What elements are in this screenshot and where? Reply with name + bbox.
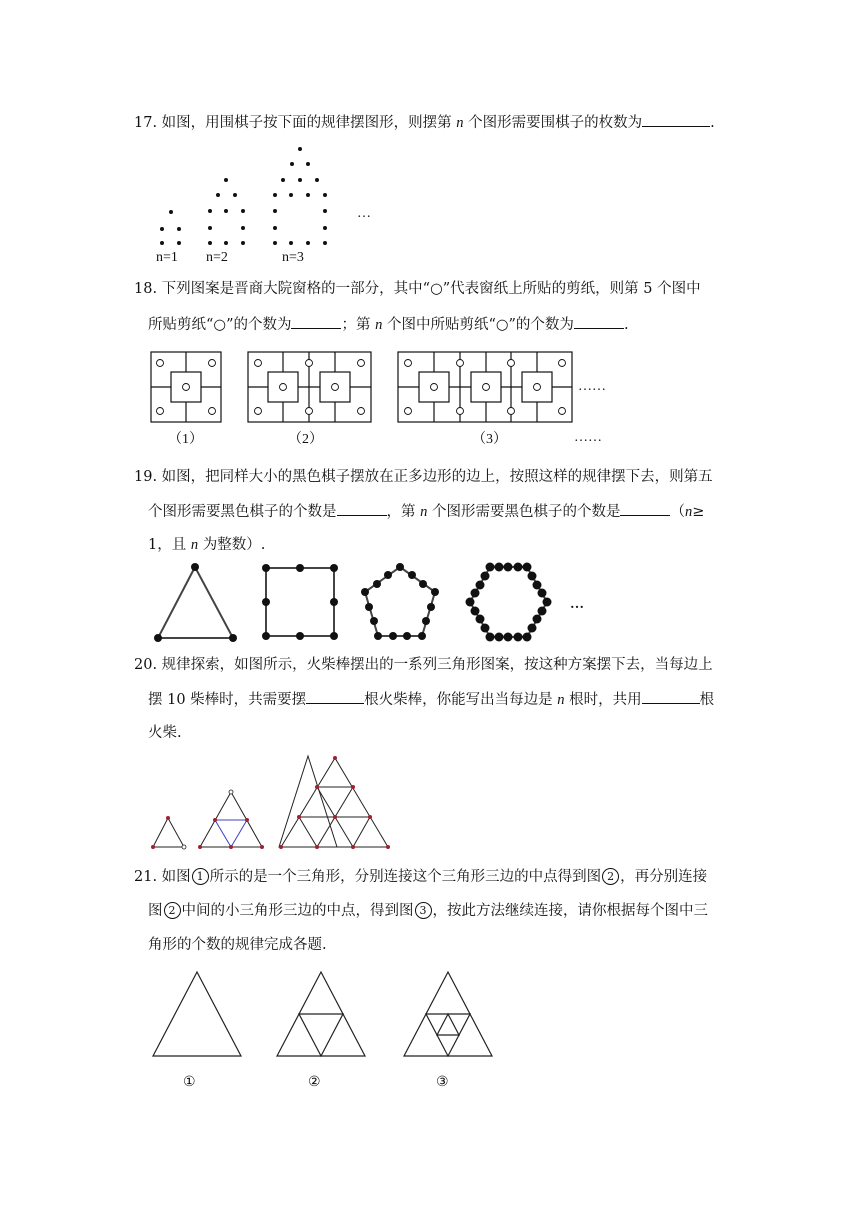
var-n: n: [375, 317, 383, 333]
q19-line-1: 19. 如图，把同样大小的黑色棋子摆放在正多边形的边上，按照这样的规律摆下去，则第五: [134, 469, 713, 485]
q19-figure: [150, 560, 610, 650]
q18-number: 18.: [134, 281, 158, 297]
q19-pentagon: [361, 563, 439, 640]
q20-matchstick-triangles: [153, 756, 388, 847]
circled-number-2: 2: [164, 902, 181, 919]
q19-hexagon: [466, 563, 552, 642]
q19-line-2: 个图形需要黑色棋子的个数是 ，第 n 个图形需要黑色棋子的个数是 （n≥: [148, 501, 704, 522]
q17-label-1: n=1: [156, 250, 178, 265]
q18-line-2: 所贴剪纸“○”的个数为 ；第 n 个图中所贴剪纸“○”的个数为 .: [148, 314, 629, 335]
circled-number-3: 3: [415, 902, 432, 919]
q21-triangle-3: [404, 972, 492, 1056]
q18-text-1: 下列图案是晋商大院窗格的一部分，其中“○”代表窗纸上所贴的剪纸，则第 5 个图中: [161, 281, 701, 297]
q17-number: 17.: [134, 115, 158, 131]
answer-blank[interactable]: [642, 689, 700, 704]
q19-ellipsis: …: [570, 597, 584, 612]
q17-dots-pattern-3: [273, 147, 327, 245]
q21-line-3: 角形的个数的规律完成各题.: [148, 937, 327, 953]
q17-ellipsis: …: [357, 206, 371, 221]
var-n: n: [557, 692, 565, 708]
q17-text: 如图，用围棋子按下面的规律摆图形，则摆第: [161, 115, 452, 131]
q18-label-3: （3）: [472, 432, 507, 447]
answer-blank[interactable]: [642, 112, 710, 127]
q21-label-3: ③: [436, 1075, 449, 1090]
circled-number-1: 1: [192, 868, 209, 885]
q17-dots-pattern-2: [208, 178, 245, 245]
q19-line-3: 1，且 n 为整数）.: [148, 537, 266, 553]
q20-line-1: 20. 规律探索，如图所示，火柴棒摆出的一系列三角形图案，按这种方案摆下去，当每边上: [134, 657, 713, 673]
q20-number: 20.: [134, 657, 158, 673]
q21-triangle-2: [277, 972, 365, 1056]
var-n: n: [420, 504, 428, 520]
q17-figure: [150, 142, 390, 265]
q20-figure: [148, 752, 398, 852]
var-n: n: [456, 115, 464, 131]
q21-label-1: ①: [183, 1075, 196, 1090]
q21-label-2: ②: [308, 1075, 321, 1090]
q18-ellipsis-2: ……: [574, 430, 602, 445]
q20-match-heads: [151, 756, 390, 849]
q21-figure: [150, 968, 510, 1098]
q21-line-1: 21. 如图 1 所示的是一个三角形，分别连接这个三角形三边的中点得到图 2 ，再分别连接: [134, 869, 708, 885]
q18-figure: [148, 350, 618, 450]
q18-label-2: （2）: [288, 432, 323, 447]
circled-number-2: 2: [602, 868, 619, 885]
q18-ellipsis: ……: [578, 379, 606, 394]
q17-label-2: n=2: [206, 250, 228, 265]
q19-number: 19.: [134, 469, 158, 485]
answer-blank[interactable]: [291, 314, 341, 329]
q21-number: 21.: [134, 869, 158, 885]
q18-line-1: [134, 279, 701, 299]
answer-blank[interactable]: [620, 501, 670, 516]
q21-line-2: 图 2 中间的小三角形三边的中点，得到图 3 ，按此方法继续连接，请你根据每个图中三: [148, 903, 708, 919]
answer-blank[interactable]: [574, 314, 624, 329]
q18-label-1: （1）: [168, 432, 203, 447]
q17-dots-pattern-1: [160, 210, 181, 245]
q17-text-2: 个图形需要围棋子的枚数为: [468, 115, 643, 131]
q21-triangle-1: [153, 972, 241, 1056]
q20-line-3: 火柴.: [148, 725, 182, 741]
q20-line-2: 摆 10 柴棒时，共需要摆 根火柴棒，你能写出当每边是 n 根时，共用 根: [148, 689, 714, 710]
answer-blank[interactable]: [337, 501, 387, 516]
q17-line-1: 17. 如图，用围棋子按下面的规律摆图形，则摆第 n 个图形需要围棋子的枚数为 .: [134, 112, 715, 133]
q19-square: [262, 564, 338, 640]
q17-label-3: n=3: [282, 250, 304, 265]
q19-triangle: [154, 563, 237, 642]
answer-blank[interactable]: [306, 689, 364, 704]
